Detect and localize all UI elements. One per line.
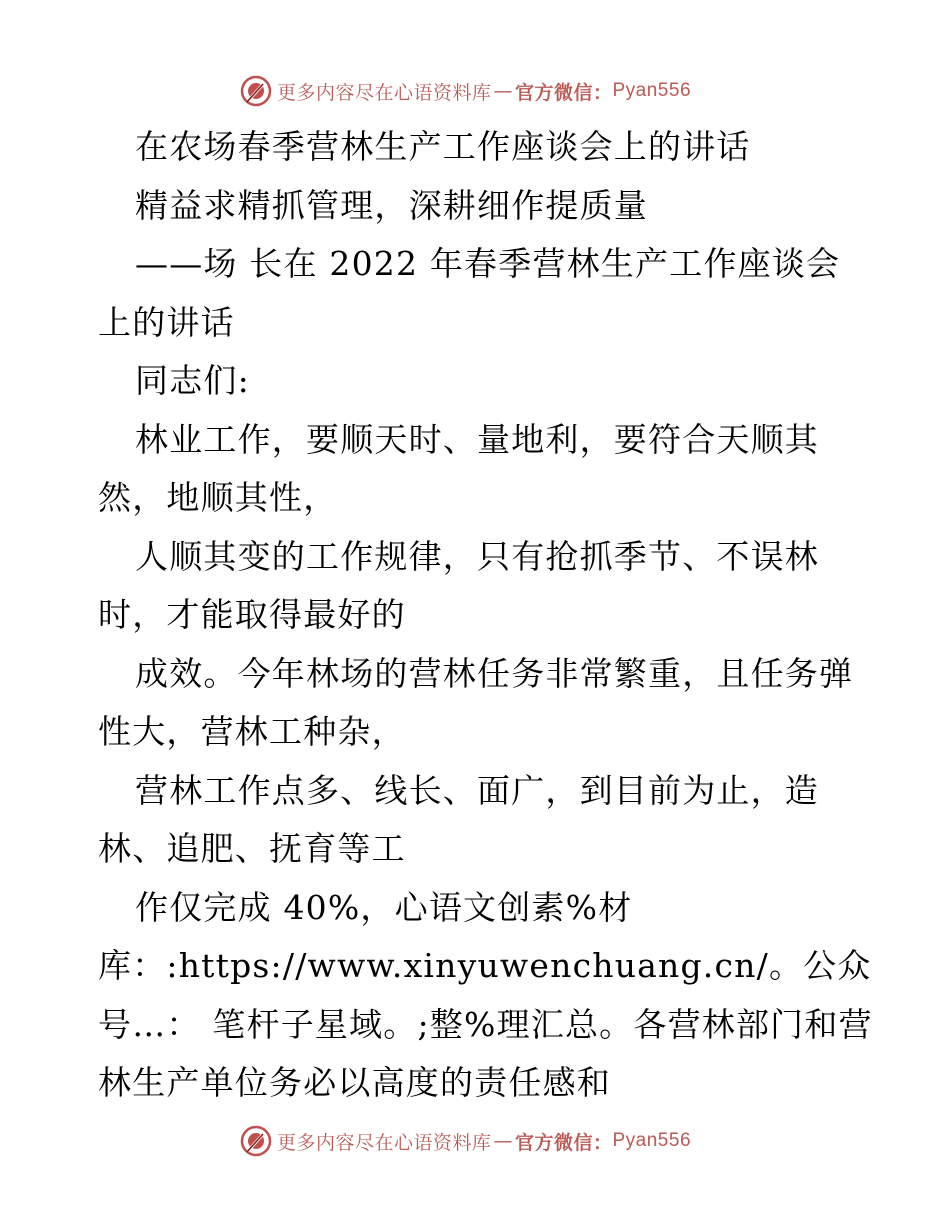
text-line: 上的讲话 [98, 302, 235, 342]
banner-separator: — [493, 1130, 513, 1152]
banner-text: 更多内容尽在心语资料库 [276, 1131, 492, 1154]
document-body [98, 118, 873, 1113]
text-line: 成效。今年林场的营林任务非常繁重，且任务弹 [135, 653, 854, 693]
text-line: 林生产单位务必以高度的责任感和 [98, 1063, 611, 1102]
text-line: 人顺其变的工作规律，只有抢抓季节、不误林 [135, 536, 819, 576]
text-line: 林业工作，要顺天时、量地利，要符合天顺其 [135, 419, 819, 459]
text-line: ——场 长在 2022 年春季营林生产工作座谈会 [135, 244, 841, 283]
banner-separator: — [493, 80, 513, 102]
banner-wechat-label: 官方微信： [514, 81, 613, 104]
pen-logo-icon [239, 1124, 273, 1158]
text-line: 营林工作点多、线长、面广，到目前为止，造 [135, 770, 819, 810]
text-line: 库：:https://www.xinyuwenchuang.cn/。公众 [98, 946, 872, 985]
text-line: 在农场春季营林生产工作座谈会上的讲话 [135, 127, 751, 166]
text-line: 同志们: [135, 361, 250, 400]
text-line: 号…： 笔杆子星域。;整%理汇总。各营林部门和营 [98, 1004, 873, 1044]
text-line: 精益求精抓管理，深耕细作提质量 [135, 185, 648, 225]
banner-wechat-label: 官方微信： [514, 1131, 613, 1154]
header-banner [0, 71, 950, 111]
footer-banner [0, 1121, 950, 1161]
pen-logo-icon [239, 74, 273, 108]
text-line: 林、追肥、抚育等工 [98, 829, 406, 868]
text-line: 然，地顺其性， [98, 478, 338, 517]
banner-text: 更多内容尽在心语资料库 [276, 81, 492, 104]
text-line: 作仅完成 40%，心语文创素%材 [135, 887, 633, 927]
text-line: 时，才能取得最好的 [98, 595, 406, 634]
banner-wechat-id: Pyan556 [612, 80, 692, 101]
banner-wechat-id: Pyan556 [612, 1130, 692, 1151]
text-line: 性大，营林工种杂， [98, 712, 406, 751]
